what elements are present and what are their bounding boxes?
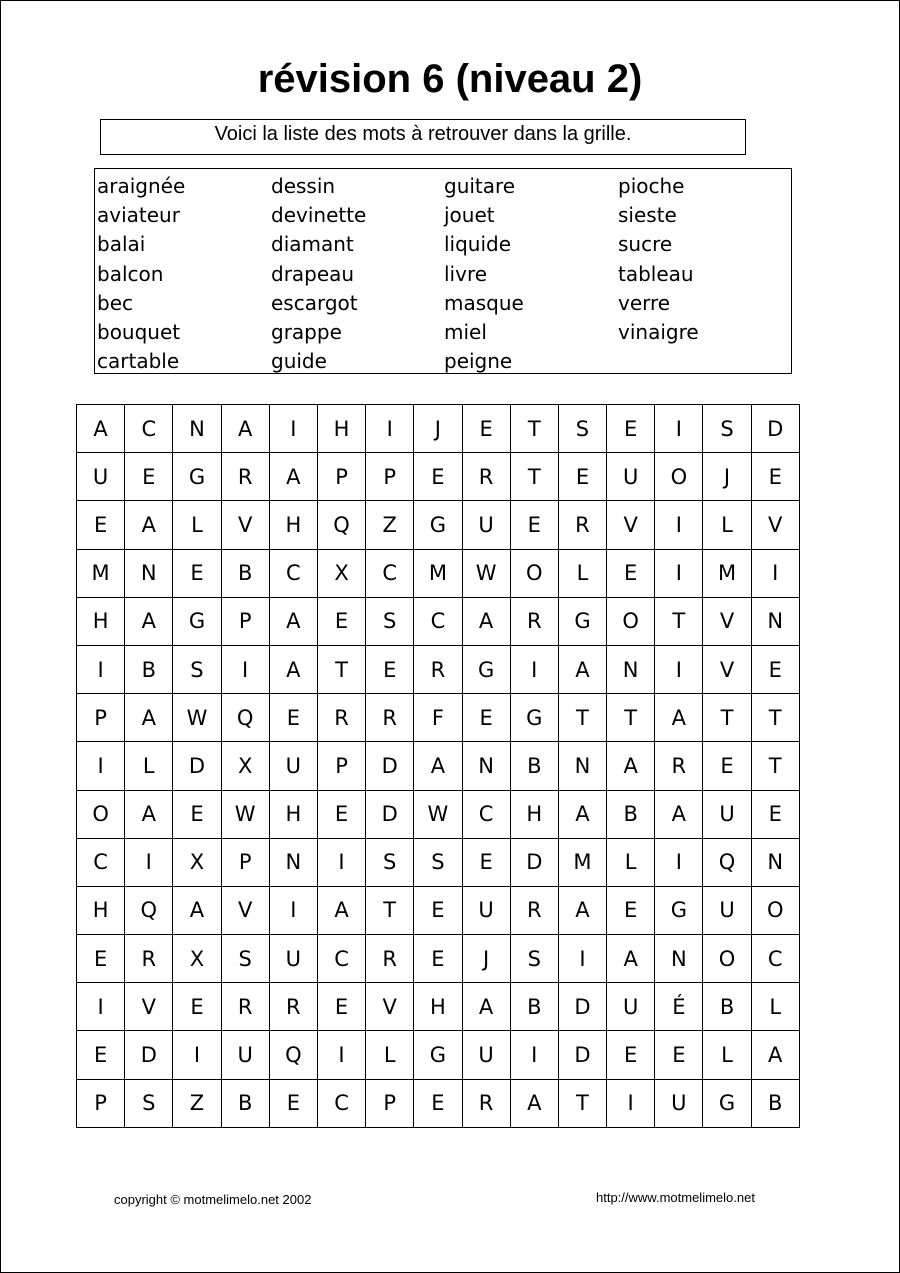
grid-cell[interactable]: M: [414, 549, 462, 597]
grid-cell[interactable]: T: [366, 886, 414, 934]
grid-cell[interactable]: I: [510, 645, 558, 693]
grid-cell[interactable]: R: [462, 1079, 510, 1127]
word-item: bec: [97, 290, 133, 315]
grid-cell[interactable]: O: [510, 549, 558, 597]
grid-cell[interactable]: B: [221, 549, 269, 597]
grid-cell[interactable]: H: [317, 405, 365, 453]
grid-cell[interactable]: P: [366, 453, 414, 501]
grid-cell[interactable]: S: [221, 935, 269, 983]
grid-cell[interactable]: P: [317, 742, 365, 790]
grid-cell[interactable]: A: [655, 694, 703, 742]
grid-cell[interactable]: O: [751, 886, 799, 934]
grid-cell[interactable]: E: [510, 501, 558, 549]
grid-cell[interactable]: O: [607, 597, 655, 645]
grid-cell[interactable]: C: [366, 549, 414, 597]
grid-cell[interactable]: R: [221, 983, 269, 1031]
grid-cell[interactable]: T: [607, 694, 655, 742]
grid-cell[interactable]: O: [77, 790, 125, 838]
grid-cell[interactable]: I: [366, 405, 414, 453]
grid-cell[interactable]: I: [655, 501, 703, 549]
grid-cell[interactable]: P: [221, 597, 269, 645]
grid-cell[interactable]: S: [510, 935, 558, 983]
grid-cell[interactable]: T: [751, 694, 799, 742]
grid-cell[interactable]: A: [655, 790, 703, 838]
grid-row: [77, 742, 800, 790]
grid-cell[interactable]: I: [269, 886, 317, 934]
grid-cell[interactable]: T: [558, 1079, 606, 1127]
grid-cell[interactable]: I: [655, 838, 703, 886]
grid-row: [77, 694, 800, 742]
grid-cell[interactable]: A: [462, 983, 510, 1031]
grid-cell[interactable]: U: [462, 1031, 510, 1079]
grid-cell[interactable]: U: [221, 1031, 269, 1079]
word-item: guide: [271, 349, 327, 374]
letter-grid: [76, 404, 800, 1128]
grid-cell[interactable]: J: [703, 453, 751, 501]
grid-row: [77, 983, 800, 1031]
grid-cell[interactable]: S: [366, 838, 414, 886]
grid-cell[interactable]: E: [703, 742, 751, 790]
grid-cell[interactable]: Z: [173, 1079, 221, 1127]
grid-cell[interactable]: N: [269, 838, 317, 886]
grid-cell[interactable]: A: [607, 935, 655, 983]
grid-cell[interactable]: U: [269, 742, 317, 790]
grid-cell[interactable]: H: [510, 790, 558, 838]
word-item: balcon: [97, 261, 164, 286]
grid-cell[interactable]: B: [510, 983, 558, 1031]
word-item: sucre: [618, 232, 673, 257]
grid-cell[interactable]: N: [655, 935, 703, 983]
grid-cell[interactable]: I: [269, 405, 317, 453]
grid-cell[interactable]: U: [462, 886, 510, 934]
grid-cell[interactable]: N: [173, 405, 221, 453]
grid-cell[interactable]: I: [77, 645, 125, 693]
grid-cell[interactable]: T: [558, 694, 606, 742]
grid-cell[interactable]: R: [366, 694, 414, 742]
grid-cell[interactable]: A: [173, 886, 221, 934]
grid-cell[interactable]: E: [751, 645, 799, 693]
grid-cell[interactable]: D: [125, 1031, 173, 1079]
grid-cell[interactable]: X: [173, 935, 221, 983]
grid-cell[interactable]: P: [77, 694, 125, 742]
grid-cell[interactable]: U: [703, 790, 751, 838]
grid-cell[interactable]: V: [703, 645, 751, 693]
word-item: livre: [444, 261, 488, 286]
grid-cell[interactable]: A: [558, 645, 606, 693]
grid-cell[interactable]: C: [317, 1079, 365, 1127]
word-column-2: [271, 172, 441, 376]
grid-cell[interactable]: A: [125, 790, 173, 838]
grid-cell[interactable]: É: [655, 983, 703, 1031]
grid-cell[interactable]: D: [366, 790, 414, 838]
grid-cell[interactable]: A: [462, 597, 510, 645]
grid-cell[interactable]: N: [751, 838, 799, 886]
grid-cell[interactable]: T: [510, 405, 558, 453]
grid-cell[interactable]: E: [173, 983, 221, 1031]
word-item: araignée: [97, 174, 186, 198]
grid-cell[interactable]: G: [414, 501, 462, 549]
grid-row: [77, 405, 800, 453]
grid-cell[interactable]: C: [317, 935, 365, 983]
grid-cell[interactable]: G: [173, 597, 221, 645]
grid-row: [77, 501, 800, 549]
grid-cell[interactable]: R: [558, 501, 606, 549]
grid-cell[interactable]: B: [607, 790, 655, 838]
grid-cell[interactable]: D: [751, 405, 799, 453]
grid-cell[interactable]: S: [173, 645, 221, 693]
grid-cell[interactable]: U: [607, 453, 655, 501]
grid-cell[interactable]: U: [607, 983, 655, 1031]
grid-cell[interactable]: A: [269, 645, 317, 693]
word-item: jouet: [444, 203, 495, 228]
grid-cell[interactable]: E: [607, 405, 655, 453]
page-title: révision 6 (niveau 2): [257, 57, 643, 101]
grid-cell[interactable]: C: [77, 838, 125, 886]
grid-cell[interactable]: A: [221, 405, 269, 453]
grid-cell[interactable]: I: [607, 1079, 655, 1127]
grid-cell[interactable]: X: [317, 549, 365, 597]
grid-cell[interactable]: N: [558, 742, 606, 790]
grid-cell[interactable]: I: [125, 838, 173, 886]
grid-cell[interactable]: T: [751, 742, 799, 790]
word-item: peigne: [444, 349, 513, 374]
grid-cell[interactable]: G: [510, 694, 558, 742]
grid-cell[interactable]: L: [751, 983, 799, 1031]
grid-cell[interactable]: E: [607, 886, 655, 934]
grid-cell[interactable]: D: [558, 983, 606, 1031]
grid-cell[interactable]: T: [655, 597, 703, 645]
grid-cell[interactable]: E: [414, 886, 462, 934]
grid-cell[interactable]: W: [462, 549, 510, 597]
grid-cell[interactable]: V: [221, 886, 269, 934]
grid-cell[interactable]: Q: [317, 501, 365, 549]
grid-cell[interactable]: L: [366, 1031, 414, 1079]
grid-cell[interactable]: O: [703, 935, 751, 983]
grid-cell[interactable]: S: [125, 1079, 173, 1127]
grid-cell[interactable]: N: [125, 549, 173, 597]
grid-cell[interactable]: D: [173, 742, 221, 790]
word-item: escargot: [271, 290, 358, 315]
grid-cell[interactable]: G: [655, 886, 703, 934]
grid-cell[interactable]: E: [462, 694, 510, 742]
grid-cell[interactable]: U: [655, 1079, 703, 1127]
grid-cell[interactable]: E: [317, 790, 365, 838]
word-column-4: [618, 172, 788, 347]
grid-cell[interactable]: O: [655, 453, 703, 501]
grid-cell[interactable]: Q: [269, 1031, 317, 1079]
grid-cell[interactable]: V: [703, 597, 751, 645]
grid-cell[interactable]: I: [77, 983, 125, 1031]
grid-cell[interactable]: R: [317, 694, 365, 742]
grid-row: [77, 1031, 800, 1079]
grid-cell[interactable]: B: [221, 1079, 269, 1127]
grid-cell[interactable]: G: [703, 1079, 751, 1127]
grid-cell[interactable]: S: [703, 405, 751, 453]
grid-cell[interactable]: I: [510, 1031, 558, 1079]
grid-row: [77, 886, 800, 934]
word-column-3: [444, 172, 614, 376]
grid-row: [77, 645, 800, 693]
grid-cell[interactable]: N: [462, 742, 510, 790]
grid-cell[interactable]: I: [77, 742, 125, 790]
grid-cell[interactable]: I: [558, 935, 606, 983]
word-item: vinaigre: [618, 320, 699, 345]
grid-cell[interactable]: F: [414, 694, 462, 742]
grid-cell[interactable]: L: [125, 742, 173, 790]
word-item: balai: [97, 232, 146, 257]
grid-cell[interactable]: E: [414, 453, 462, 501]
grid-cell[interactable]: L: [173, 501, 221, 549]
grid-cell[interactable]: P: [77, 1079, 125, 1127]
grid-cell[interactable]: L: [558, 549, 606, 597]
grid-cell[interactable]: E: [125, 453, 173, 501]
grid-cell[interactable]: V: [366, 983, 414, 1031]
grid-cell[interactable]: L: [703, 1031, 751, 1079]
grid-cell[interactable]: A: [751, 1031, 799, 1079]
grid-cell[interactable]: B: [125, 645, 173, 693]
grid-cell[interactable]: Q: [125, 886, 173, 934]
grid-cell[interactable]: J: [462, 935, 510, 983]
grid-cell[interactable]: E: [269, 1079, 317, 1127]
grid-cell[interactable]: E: [607, 549, 655, 597]
grid-cell[interactable]: E: [77, 935, 125, 983]
grid-cell[interactable]: V: [221, 501, 269, 549]
grid-cell[interactable]: I: [221, 645, 269, 693]
word-item: verre: [618, 290, 671, 315]
word-item: miel: [444, 320, 487, 345]
grid-cell[interactable]: H: [77, 597, 125, 645]
grid-cell[interactable]: E: [317, 597, 365, 645]
grid-cell[interactable]: A: [125, 501, 173, 549]
grid-row: [77, 453, 800, 501]
grid-cell[interactable]: L: [703, 501, 751, 549]
grid-cell[interactable]: P: [317, 453, 365, 501]
grid-cell[interactable]: M: [703, 549, 751, 597]
grid-cell[interactable]: X: [221, 742, 269, 790]
grid-cell[interactable]: E: [173, 790, 221, 838]
grid-cell[interactable]: A: [558, 886, 606, 934]
word-item: dessin: [271, 174, 336, 198]
grid-cell[interactable]: C: [125, 405, 173, 453]
grid-cell[interactable]: N: [751, 597, 799, 645]
grid-cell[interactable]: E: [655, 1031, 703, 1079]
grid-cell[interactable]: W: [173, 694, 221, 742]
grid-cell[interactable]: E: [317, 983, 365, 1031]
grid-cell[interactable]: D: [366, 742, 414, 790]
grid-cell[interactable]: B: [751, 1079, 799, 1127]
grid-cell[interactable]: R: [462, 453, 510, 501]
grid-cell[interactable]: U: [269, 935, 317, 983]
grid-row: [77, 1079, 800, 1127]
word-item: cartable: [97, 349, 180, 374]
grid-cell[interactable]: S: [414, 838, 462, 886]
grid-cell[interactable]: T: [510, 453, 558, 501]
word-column-1: [97, 172, 267, 376]
grid-cell[interactable]: B: [510, 742, 558, 790]
grid-cell[interactable]: E: [414, 1079, 462, 1127]
grid-cell[interactable]: Z: [366, 501, 414, 549]
grid-cell[interactable]: R: [655, 742, 703, 790]
grid-cell[interactable]: R: [221, 453, 269, 501]
grid-cell[interactable]: W: [221, 790, 269, 838]
grid-cell[interactable]: E: [751, 790, 799, 838]
grid-cell[interactable]: B: [703, 983, 751, 1031]
grid-cell[interactable]: H: [269, 790, 317, 838]
website-url: http://www.motmelimelo.net: [596, 1190, 755, 1205]
grid-cell[interactable]: R: [510, 886, 558, 934]
grid-cell[interactable]: A: [269, 453, 317, 501]
grid-row: [77, 935, 800, 983]
grid-cell[interactable]: D: [510, 838, 558, 886]
copyright-text: copyright © motmelimelo.net 2002: [114, 1192, 312, 1207]
grid-cell[interactable]: U: [462, 501, 510, 549]
grid-cell[interactable]: G: [462, 645, 510, 693]
grid-cell[interactable]: M: [558, 838, 606, 886]
grid-cell[interactable]: E: [366, 645, 414, 693]
grid-cell[interactable]: V: [607, 501, 655, 549]
grid-cell[interactable]: X: [173, 838, 221, 886]
grid-cell[interactable]: A: [269, 597, 317, 645]
grid-cell[interactable]: R: [414, 645, 462, 693]
grid-cell[interactable]: A: [510, 1079, 558, 1127]
grid-cell[interactable]: H: [77, 886, 125, 934]
grid-cell[interactable]: A: [317, 886, 365, 934]
grid-cell[interactable]: E: [269, 694, 317, 742]
grid-cell[interactable]: C: [414, 597, 462, 645]
grid-cell[interactable]: S: [366, 597, 414, 645]
grid-cell[interactable]: G: [414, 1031, 462, 1079]
instruction-box: Voici la liste des mots à retrouver dans la grille.: [100, 119, 746, 155]
word-item: bouquet: [97, 320, 181, 345]
word-item: grappe: [271, 320, 342, 345]
grid-cell[interactable]: U: [703, 886, 751, 934]
grid-cell[interactable]: G: [558, 597, 606, 645]
word-item: diamant: [271, 232, 354, 257]
grid-cell[interactable]: A: [77, 405, 125, 453]
grid-cell[interactable]: E: [607, 1031, 655, 1079]
grid-cell[interactable]: Q: [703, 838, 751, 886]
grid-cell[interactable]: E: [751, 453, 799, 501]
grid-cell[interactable]: C: [462, 790, 510, 838]
grid-cell[interactable]: E: [77, 1031, 125, 1079]
grid-cell[interactable]: Q: [221, 694, 269, 742]
grid-cell[interactable]: I: [655, 645, 703, 693]
grid-cell[interactable]: C: [269, 549, 317, 597]
word-item: tableau: [618, 261, 694, 286]
grid-cell[interactable]: R: [125, 935, 173, 983]
grid-cell[interactable]: L: [607, 838, 655, 886]
grid-cell[interactable]: H: [414, 983, 462, 1031]
grid-cell[interactable]: E: [462, 405, 510, 453]
grid-cell[interactable]: J: [414, 405, 462, 453]
grid-row: [77, 597, 800, 645]
grid-cell[interactable]: P: [221, 838, 269, 886]
word-item: liquide: [444, 232, 512, 257]
grid-row: [77, 790, 800, 838]
grid-cell[interactable]: A: [558, 790, 606, 838]
grid-cell[interactable]: R: [510, 597, 558, 645]
grid-row: [77, 549, 800, 597]
grid-cell[interactable]: V: [751, 501, 799, 549]
grid-cell[interactable]: I: [655, 549, 703, 597]
word-item: aviateur: [97, 203, 180, 228]
grid-cell[interactable]: A: [607, 742, 655, 790]
grid-cell[interactable]: E: [77, 501, 125, 549]
grid-cell[interactable]: I: [173, 1031, 221, 1079]
grid-cell[interactable]: P: [366, 1079, 414, 1127]
word-item: pioche: [618, 174, 685, 198]
grid-cell[interactable]: I: [655, 405, 703, 453]
grid-cell[interactable]: I: [751, 549, 799, 597]
grid-cell[interactable]: R: [366, 935, 414, 983]
word-item: drapeau: [271, 261, 355, 286]
grid-cell[interactable]: H: [269, 501, 317, 549]
grid-cell[interactable]: I: [317, 1031, 365, 1079]
grid-row: [77, 838, 800, 886]
grid-cell[interactable]: C: [751, 935, 799, 983]
word-list: [94, 168, 792, 374]
grid-cell[interactable]: E: [173, 549, 221, 597]
grid-cell[interactable]: D: [558, 1031, 606, 1079]
grid-cell[interactable]: R: [269, 983, 317, 1031]
grid-cell[interactable]: N: [607, 645, 655, 693]
grid-cell[interactable]: T: [317, 645, 365, 693]
grid-cell[interactable]: W: [414, 790, 462, 838]
grid-cell[interactable]: G: [173, 453, 221, 501]
grid-cell[interactable]: U: [77, 453, 125, 501]
grid-cell[interactable]: A: [414, 742, 462, 790]
grid-cell[interactable]: A: [125, 694, 173, 742]
word-item: sieste: [618, 203, 677, 228]
grid-cell[interactable]: T: [703, 694, 751, 742]
grid-cell[interactable]: E: [462, 838, 510, 886]
word-item: guitare: [444, 174, 516, 198]
grid-cell[interactable]: I: [317, 838, 365, 886]
word-item: devinette: [271, 203, 367, 228]
word-item: masque: [444, 290, 524, 315]
grid-cell[interactable]: E: [558, 453, 606, 501]
grid-cell[interactable]: V: [125, 983, 173, 1031]
grid-cell[interactable]: M: [77, 549, 125, 597]
grid-cell[interactable]: S: [558, 405, 606, 453]
grid-cell[interactable]: E: [414, 935, 462, 983]
grid-cell[interactable]: A: [125, 597, 173, 645]
